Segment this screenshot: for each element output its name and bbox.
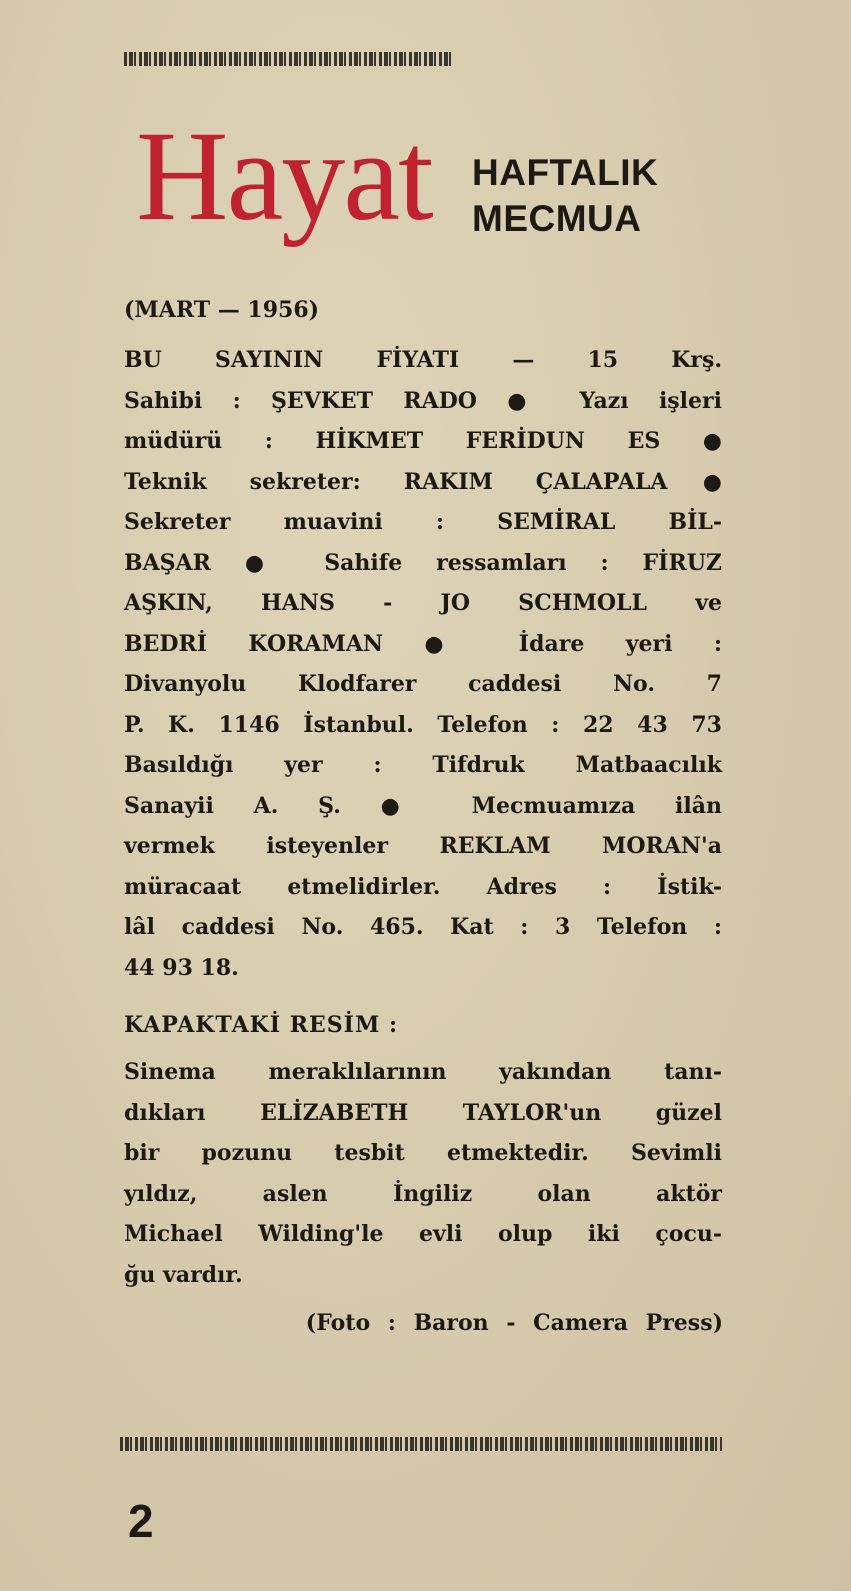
cover-caption [124,1052,722,1295]
tagline-line-2: MECMUA [472,198,642,239]
page-number: 2 [128,1495,154,1547]
info-line: BAŞAR ● Sahife ressamları : FİRUZ [124,549,722,576]
info-line: Sekreter muavini : SEMİRAL BİL- [124,509,722,535]
caption-line: Sinema meraklılarının yakından tanı- [124,1059,722,1085]
issue-date: (MART — 1956) [124,297,320,323]
info-line: AŞKIN, HANS - JO SCHMOLL ve [124,590,722,616]
decorative-rule-bottom [120,1437,722,1451]
masthead [136,105,696,272]
info-line: lâl caddesi No. 465. Kat : 3 Telefon : [124,914,722,940]
tagline-line-1: HAFTALIK [472,152,659,193]
caption-line: yıldız, aslen İngiliz olan aktör [124,1180,722,1207]
caption-line: Michael Wilding'le evli olup iki çocu- [124,1221,722,1247]
info-line: 44 93 18. [124,954,239,981]
info-line: Sanayii A. Ş. ● Mecmuamıza ilân [124,792,722,819]
cover-caption-title: KAPAKTAKİ RESİM : [124,1012,399,1038]
info-line: Sahibi : ŞEVKET RADO ● Yazı işleri [124,387,722,414]
caption-line: ğu vardır. [124,1261,243,1288]
info-line: Basıldığı yer : Tifdruk Matbaacılık [124,752,722,778]
caption-line: dıkları ELİZABETH TAYLOR'un güzel [124,1099,722,1126]
caption-line: bir pozunu tesbit etmektedir. Sevimli [124,1140,722,1166]
info-line: Teknik sekreter: RAKIM ÇALAPALA● [124,468,722,495]
info-line: P. K. 1146 İstanbul. Telefon : 22 43 73 [124,711,722,738]
info-line: müracaat etmelidirler. Adres : İstik- [124,873,722,900]
info-line: Divanyolu Klodfarer caddesi No. 7 [124,671,722,697]
masthead-tagline [472,150,658,242]
hayat-logo: Hayat [136,105,432,247]
photo-credit: (Foto : Baron - Camera Press) [305,1310,723,1336]
info-line: BEDRİ KORAMAN ● İdare yeri : [124,630,722,657]
info-line: BU SAYININ FİYATI — 15 Krş. [124,347,722,373]
info-line: müdürü : HİKMET FERİDUN ES ● [124,428,722,454]
info-line: vermek isteyenler REKLAM MORAN'a [124,833,722,859]
decorative-rule-top [124,52,452,66]
publication-info [124,340,722,988]
